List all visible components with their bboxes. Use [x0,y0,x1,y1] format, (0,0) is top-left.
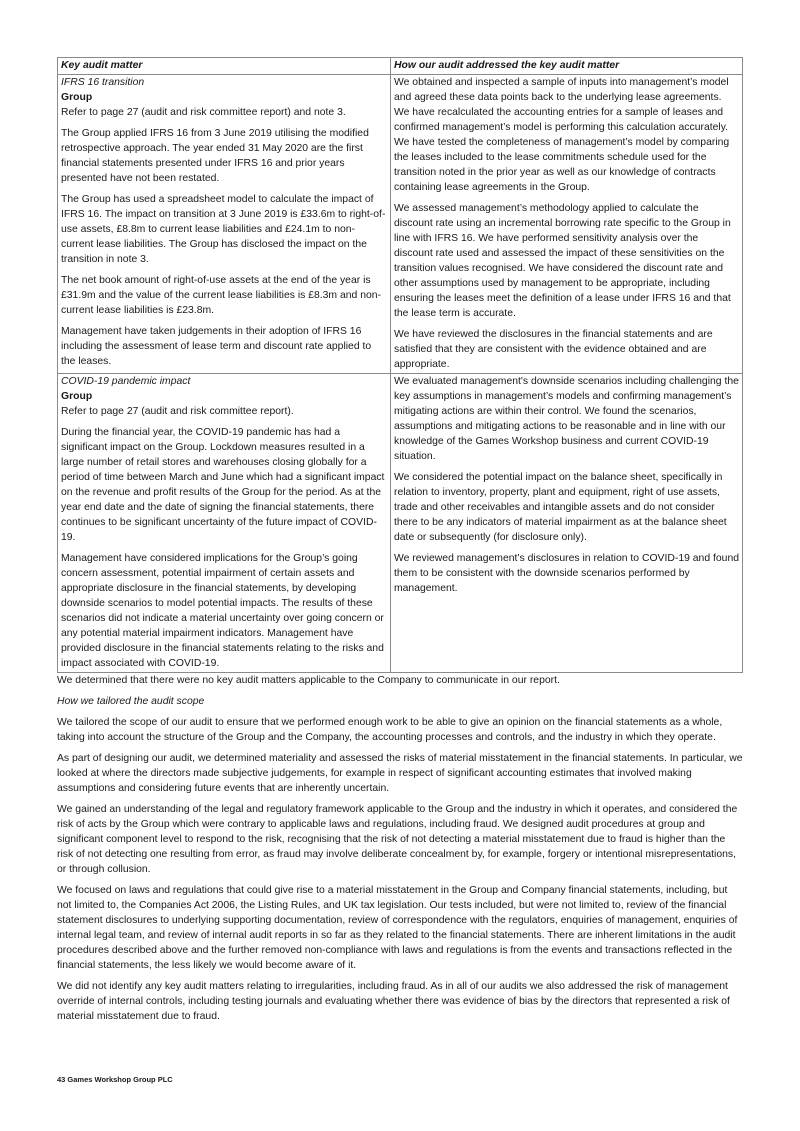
response-paragraph: We assessed management’s methodology applied to calculate the discount rate using an incremental borrowing rate specific to the Group in line with IFRS 16. We have performed sensitivity analysis over the discount rate used and assessed the impact of these sensitivities on the transition values recognised. We have considered the discount rate and other assumptions used by management to be appropriate, including ensuring the leases meet the definition of a lease under IFRS 16 and that the lease term is accurate. [394,203,731,319]
body-paragraph: We gained an understanding of the legal and regulatory framework applicable to the Group and the industry in which it operates, and considered the risk of acts by the Group which were contrary to applicable laws and regulations, including fraud. We designed audit procedures at group and significant component level to respond to the risk, recognising that the risk of not detecting a material misstatement due to fraud is higher than the risk of not detecting one resulting from error, as fraud may involve deliberate concealment by, for example, forgery or intentional misrepresentations, or through collusion. [57,804,738,875]
table-row-ifrs16 [58,75,743,374]
response-paragraph: We considered the potential impact on the balance sheet, specifically in relation to inventory, property, plant and equipment, right of use assets, trade and other receivables and intangible assets and do not consider there to be any indicators of material impairment as at the balance sheet date or subsequently (for disclosure only). [394,472,727,543]
kam-paragraph: The net book amount of right-of-use assets at the end of the year is £31.9m and the value of the current lease liabilities is £8.3m and non-current lease liabilities is £23.8m. [61,275,381,316]
body-paragraph: We did not identify any key audit matters relating to irregularities, including fraud. As in all of our audits we also addressed the risk of management override of internal controls, including testing journals and evaluating whether there was evidence of bias by the directors that represented a risk of material misstatement due to fraud. [57,981,730,1022]
header-key-audit-matter: Key audit matter [58,58,391,75]
body-paragraph: We tailored the scope of our audit to ensure that we performed enough work to be able to give an opinion on the financial statements as a whole, taking into account the structure of the Group and the Company, the accounting processes and controls, and the industry in which they operate. [57,717,723,743]
company-note: We determined that there were no key audit matters applicable to the Company to communicate in our report. [57,675,560,686]
kam-paragraph: Management have taken judgements in their adoption of IFRS 16 including the assessment of lease term and discount rate applied to the leases. [61,326,372,367]
body-paragraph: As part of designing our audit, we determined materiality and assessed the risks of material misstatement in the financial statements. In particular, we looked at where the directors made subjective judgements, for example in respect of significant accounting estimates that involved making assumptions and considering future events that are inherently uncertain. [57,753,743,794]
kam-paragraph: Refer to page 27 (audit and risk committee report) and note 3. [61,107,346,118]
kam-group-label: Group [61,92,93,103]
kam-topic: COVID-19 pandemic impact [61,376,191,387]
kam-group-label: Group [61,391,93,402]
body-text [57,673,743,1024]
page-content [57,57,743,1030]
header-how-addressed: How our audit addressed the key audit matter [391,58,743,75]
kam-paragraph: The Group has used a spreadsheet model to calculate the impact of IFRS 16. The impact on transition at 3 June 2019 is £33.6m to right-of-use assets, £8.8m to current lease liabilities and £24.1m to non-current lease liabilities. The Group has disclosed the impact on the transition in note 3. [61,194,386,265]
key-audit-matters-table [57,57,743,673]
body-paragraph: We focused on laws and regulations that could give rise to a material misstatement in the Group and Company financial statements, including, but not limited to, the Companies Act 2006, the Listing Rules, and UK tax legislation. Our tests included, but were not limited to, review of the financial statement disclosures to underlying supporting documentation, review of correspondence with the regulators, enquiries of management, enquiries of internal legal team, and review of internal audit reports in so far as they related to the financial statements. There are inherent limitations in the audit procedures described above and the further removed non-compliance with laws and regulations is from the events and transactions reflected in the financial statements, the less likely we would become aware of it. [57,885,738,971]
kam-cell-ifrs16 [58,75,391,374]
kam-topic: IFRS 16 transition [61,77,145,88]
kam-paragraph: Management have considered implications for the Group’s going concern assessment, potential impairment of certain assets and appropriate disclosure in the financial statements, by developing downside scenarios to model potential impacts. The results of these scenarios did not indicate a material uncertainty over going concern or any potential material impairment indicators. Management have provided disclosure in the financial statements relating to the risks and impact associated with COVID-19. [61,553,384,669]
scope-heading: How we tailored the audit scope [57,696,205,707]
table-row-covid [58,374,743,673]
response-paragraph: We evaluated management's downside scenarios including challenging the key assumptions in management’s models and confirming management’s mitigating actions are within their control. We found the scenarios, assumptions and mitigating actions to be reasonable and in line with our knowledge of the Games Workshop business and current COVID-19 situation. [394,376,739,462]
kam-paragraph: The Group applied IFRS 16 from 3 June 2019 utilising the modified retrospective approach. The year ended 31 May 2020 are the first financial statements presented under IFRS 16 and prior years presented have not been restated. [61,128,369,184]
page-footer: 43 Games Workshop Group PLC [57,1075,173,1084]
kam-cell-covid [58,374,391,673]
response-paragraph: We reviewed management’s disclosures in relation to COVID-19 and found them to be consistent with the downside scenarios performed by management. [394,553,739,594]
response-cell-ifrs16 [391,75,743,374]
kam-paragraph: Refer to page 27 (audit and risk committee report). [61,406,294,417]
response-paragraph: We have reviewed the disclosures in the financial statements and are satisfied that they are consistent with the evidence obtained and are appropriate. [394,329,713,370]
kam-paragraph: During the financial year, the COVID-19 pandemic has had a significant impact on the Group. Lockdown measures resulted in a large number of retail stores and warehouses closing globally for a period of time between March and June which had a significant impact on the revenue and profit results of the Group for the period. As at the year end date and the date of signing the financial statements, there continues to be significant uncertainty of the future impact of COVID-19. [61,427,385,543]
table-header-row [58,58,743,75]
response-cell-covid [391,374,743,673]
response-paragraph: We obtained and inspected a sample of inputs into management’s model and agreed these data points back to the underlying lease agreements. We have recalculated the accounting entries for a sample of leases and confirmed management’s model is performing this calculation accurately. We have tested the completeness of management’s model by comparing the leases included to the lease commitments schedule used for the transition noted in the prior year as well as our knowledge of contracts containing lease agreements in the Group. [394,77,730,193]
